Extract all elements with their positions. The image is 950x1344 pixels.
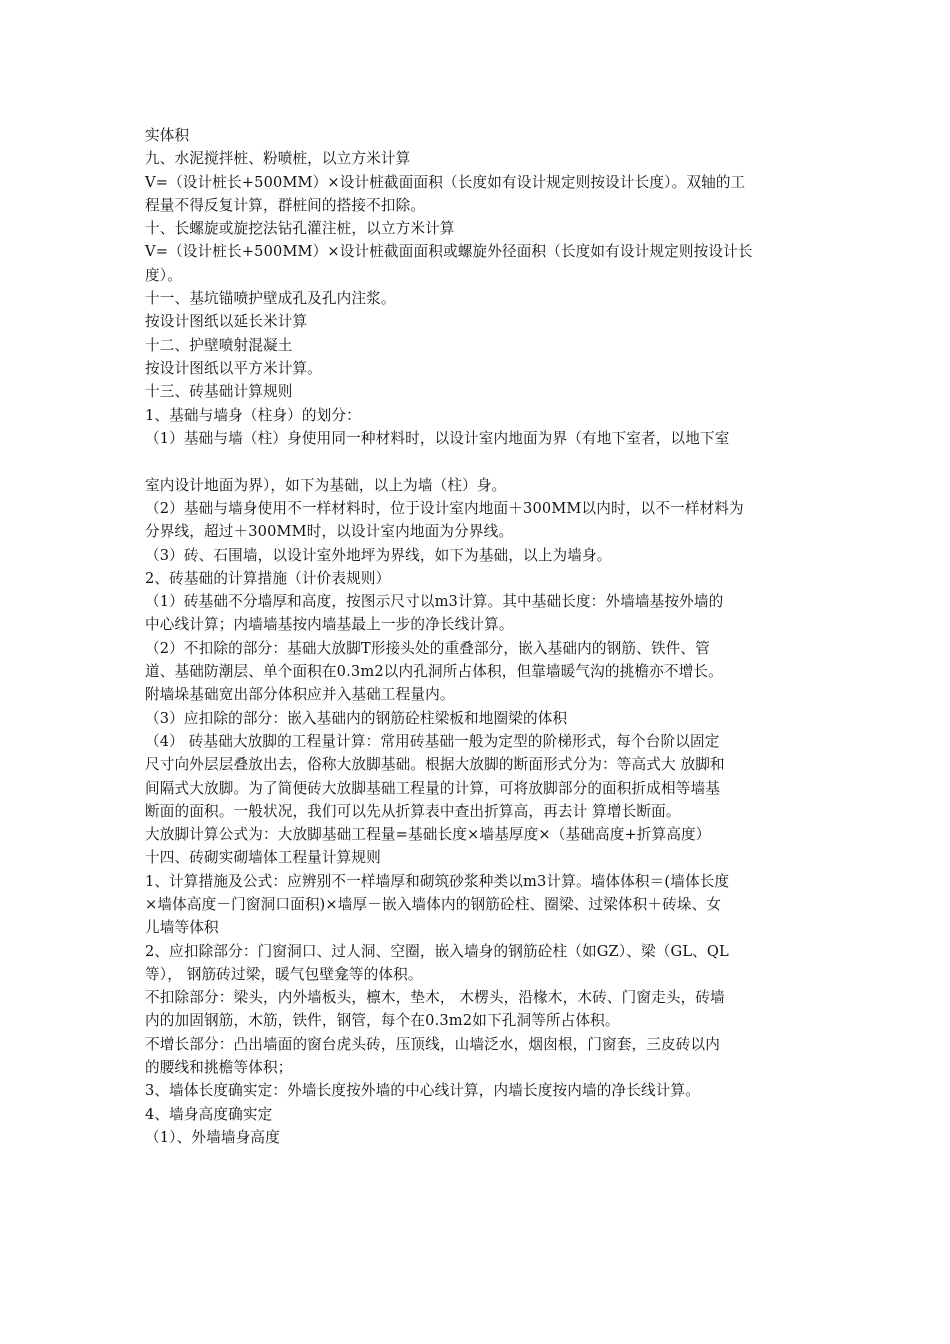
text-line: 尺寸向外层层叠放出去，俗称大放脚基础。根据大放脚的断面形式分为：等高式大 放脚和	[145, 756, 725, 774]
text-line: 3、墙体长度确实定：外墙长度按外墙的中心线计算，内墙长度按内墙的净长线计算。	[145, 1082, 700, 1100]
text-line: 断面的面积。一般状况，我们可以先从折算表中查出折算高，再去计 算增长断面。	[145, 802, 681, 820]
section-heading: 十三、砖基础计算规则	[145, 383, 293, 401]
text-line: 程量不得反复计算，群桩间的搭接不扣除。	[145, 196, 426, 214]
text-line: V=（设计桩长+500MM）×设计桩截面面积（长度如有设计规定则按设计长度）。双轴的工	[145, 173, 746, 191]
text-line: ×墙体高度－门窗洞口面积)×墙厚－嵌入墙体内的钢筋砼柱、圈梁、过梁体积＋砖垛、女	[145, 896, 722, 913]
text-line: 间隔式大放脚。为了简便砖大放脚基础工程量的计算，可将放脚部分的面积折成相等墙基	[145, 779, 721, 797]
text-line: （2）基础与墙身使用不一样材料时，位于设计室内地面＋300MM以内时，以不一样材料为	[145, 499, 744, 517]
text-line: （3）应扣除的部分：嵌入基础内的钢筋砼柱梁板和地圈梁的体积	[145, 709, 568, 727]
text-line: 不扣除部分：梁头，内外墙板头，檩木，垫木， 木楞头，沿椽木，木砖、门窗走头，砖墙	[145, 989, 725, 1007]
text-line: 分界线，超过＋300MM时，以设计室内地面为分界线。	[145, 523, 514, 541]
text-line: V=（设计桩长+500MM）×设计桩截面面积或螺旋外径面积（长度如有设计规定则按设计长	[145, 243, 753, 261]
text-line: 不增长部分：凸出墙面的窗台虎头砖，压顶线，山墙泛水，烟囱根，门窗套，三皮砖以内	[145, 1035, 721, 1053]
text-line: 度）。	[145, 266, 182, 284]
text-line: 的腰线和挑檐等体积；	[145, 1059, 293, 1077]
text-line: 2、砖基础的计算措施（计价表规则）	[145, 569, 391, 587]
text-line: （2）不扣除的部分：基础大放脚T形接头处的重叠部分，嵌入基础内的钢筋、铁件、管	[145, 639, 710, 657]
section-heading: 十一、基坑锚喷护壁成孔及孔内注浆。	[145, 290, 396, 308]
text-line: 4、墙身高度确实定	[145, 1105, 273, 1123]
blank-line	[145, 450, 810, 474]
text-line: （1）、外墙墙身高度	[145, 1128, 280, 1146]
text-line: 2、应扣除部分：门窗洞口、过人洞、空圈，嵌入墙身的钢筋砼柱（如GZ）、梁（GL、QL	[145, 942, 729, 960]
text-line: 附墙垛基础宽出部分体积应并入基础工程量内。	[145, 686, 455, 704]
text-line: （4） 砖基础大放脚的工程量计算：常用砖基础一般为定型的阶梯形式，每个台阶以固定	[145, 732, 720, 750]
text-line: 按设计图纸以延长米计算	[145, 313, 308, 331]
section-heading: 十四、砖砌实砌墙体工程量计算规则	[145, 849, 381, 867]
document-page	[145, 124, 810, 1149]
text-line: （1）砖基础不分墙厚和高度，按图示尺寸以m3计算。其中基础长度：外墙墙基按外墙的	[145, 593, 724, 611]
text-line: 内的加固钢筋，木筋，铁件，钢管，每个在0.3m2如下孔洞等所占体积。	[145, 1012, 620, 1030]
text-line: 1、计算措施及公式：应辨别不一样墙厚和砌筑砂浆种类以m3计算。墙体体积＝(墙体长度	[145, 872, 730, 890]
section-heading: 十、长螺旋或旋挖法钻孔灌注桩，以立方米计算	[145, 220, 455, 238]
text-line: 按设计图纸以平方米计算。	[145, 359, 322, 377]
text-line: 道、基础防潮层、单个面积在0.3m2以内孔洞所占体积，但靠墙暖气沟的挑檐亦不增长。	[145, 663, 723, 681]
section-heading: 十二、护壁喷射混凝土	[145, 336, 293, 354]
text-line: 等）， 钢筋砖过梁，暖气包壁龛等的体积。	[145, 965, 423, 983]
text-line: 室内设计地面为界），如下为基础，以上为墙（柱）身。	[145, 476, 507, 494]
text-line: 实体积	[145, 127, 190, 144]
text-line: 中心线计算；内墙墙基按内墙基最上一步的净长线计算。	[145, 616, 514, 634]
text-line: （3）砖、石围墙，以设计室外地坪为界线，如下为基础，以上为墙身。	[145, 546, 612, 564]
section-heading: 九、水泥搅拌桩、粉喷桩，以立方米计算	[145, 150, 411, 168]
text-line: 1、基础与墙身（柱身）的划分：	[145, 406, 361, 424]
text-line: 儿墙等体积	[145, 919, 219, 937]
text-line: 大放脚计算公式为：大放脚基础工程量=基础长度×墙基厚度×（基础高度+折算高度）	[145, 826, 711, 844]
text-line: （1）基础与墙（柱）身使用同一种材料时，以设计室内地面为界（有地下室者，以地下室	[145, 429, 730, 447]
